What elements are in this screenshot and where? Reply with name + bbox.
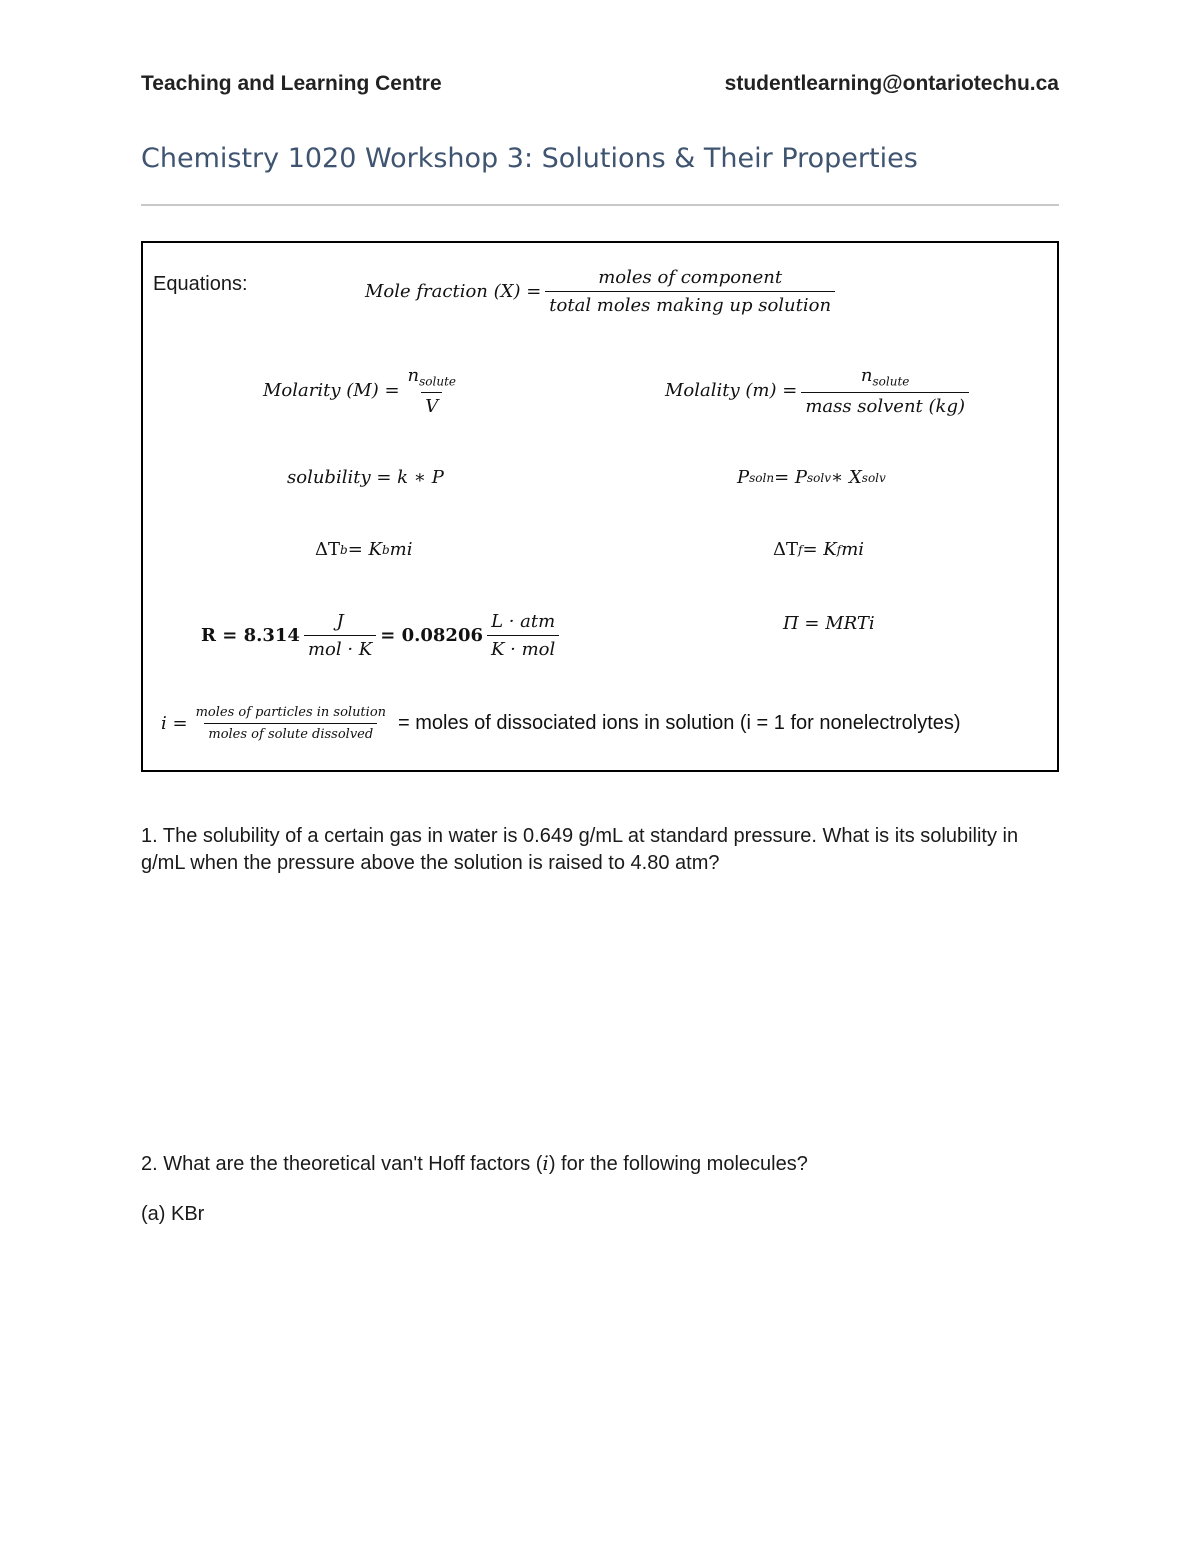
vant-hoff-description: = moles of dissociated ions in solution (i = 1 for nonelectrolytes) [398, 712, 961, 734]
document-title: Chemistry 1020 Workshop 3: Solutions & Their Properties [141, 143, 918, 174]
gas-constant-den-1: mol · K [304, 635, 376, 660]
vant-hoff-denominator: moles of solute dissolved [204, 723, 377, 742]
page-header [141, 72, 1059, 102]
question-2: 2. What are the theoretical van't Hoff factors (i) for the following molecules? [141, 1151, 808, 1175]
contact-email[interactable]: studentlearning@ontariotechu.ca [724, 72, 1059, 95]
question-2a: (a) KBr [141, 1203, 205, 1225]
freezing-point-equation: ΔT f = K f mi [773, 539, 865, 560]
molarity-denominator: V [421, 392, 442, 417]
mole-fraction-lhs: Mole fraction (X) = [365, 281, 542, 302]
vant-hoff-numerator: moles of particles in solution [195, 705, 387, 720]
vant-hoff-equation: i = $\frac{\text{moles of particles in solution}}{\text{moles of solute dissolved}}$ = moles of dissociated ions in solution (i = 1 for nonelectrolytes) [161, 705, 961, 742]
gas-constant-den-2: K · mol [487, 635, 559, 660]
molarity-equation [263, 365, 464, 417]
equations-box [141, 241, 1059, 772]
title-divider [141, 204, 1059, 206]
mole-fraction-equation [365, 267, 839, 316]
equations-label: Equations: [153, 273, 248, 295]
gas-constant-num-2: L · atm [491, 611, 556, 632]
question-1: 1. The solubility of a certain gas in water is 0.649 g/mL at standard pressure. What is its solubility in g/mL when the pressure above the solution is raised to 4.80 atm? [141, 825, 1019, 874]
henrys-law-equation: solubility = k ∗ P [287, 467, 444, 488]
molality-equation [665, 365, 973, 417]
gas-constant-num-1: J [336, 611, 344, 632]
molality-lhs: Molality (m) = [665, 380, 798, 402]
org-name: Teaching and Learning Centre [141, 72, 442, 95]
osmotic-pressure-equation: Π = MRTi [783, 613, 875, 634]
molality-denominator: mass solvent (kg) [801, 392, 969, 417]
raoults-law-equation: P soln = P solv ∗ X solv [737, 467, 886, 488]
boiling-point-equation: ΔT b = K b mi [315, 539, 413, 560]
mole-fraction-numerator: moles of component [598, 267, 783, 288]
mole-fraction-denominator: total moles making up solution [545, 291, 835, 316]
molarity-numerator: $n_{solute}$ [407, 365, 456, 389]
molarity-lhs: Molarity (M) = [263, 380, 400, 402]
gas-constant-equation: R = 8.314 $\frac{J}{\text{mol · K}}$ = 0.08206 $\frac{\text{L · atm}}{\text{K · mol}}$ [201, 611, 563, 660]
molality-numerator: $n_{solute}$ [860, 365, 910, 389]
